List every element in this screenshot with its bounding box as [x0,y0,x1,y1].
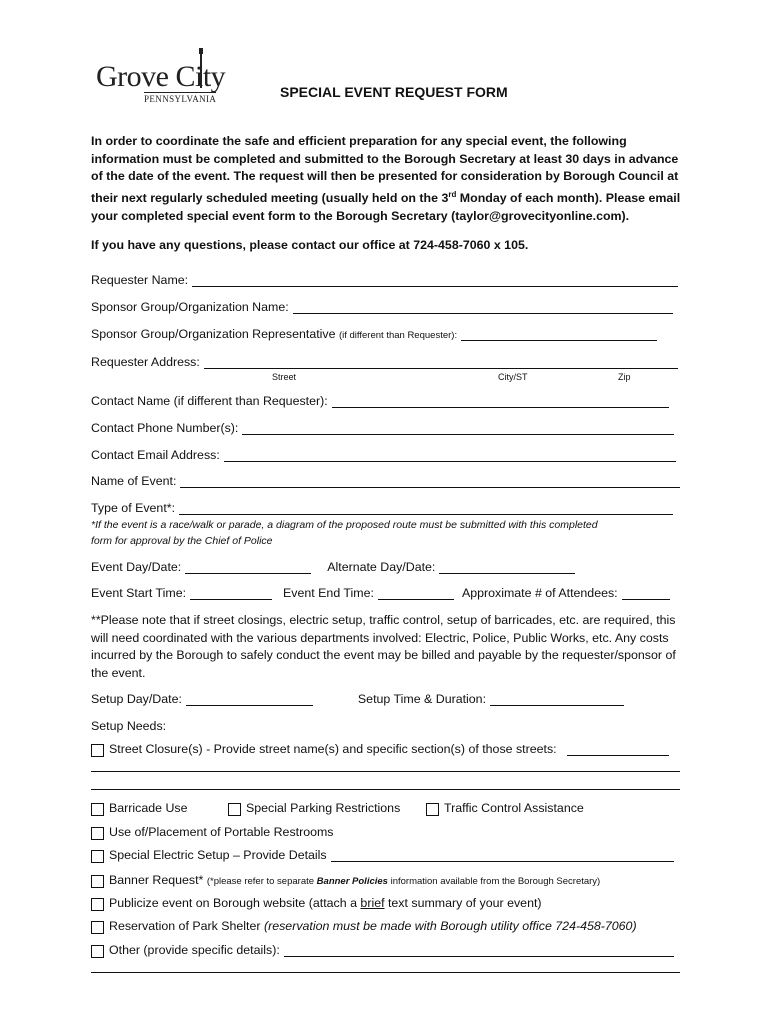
sponsor-rep-field[interactable] [461,328,657,341]
contact-question: If you have any questions, please contact our office at 724-458-7060 x 105. [91,238,529,252]
electric-label: Special Electric Setup – Provide Details [109,848,327,862]
setup-row [91,692,624,706]
requester-address-field[interactable] [204,356,678,369]
sponsor-rep-label: Sponsor Group/Organization Representative [91,327,336,341]
contact-email-row [91,448,676,462]
requester-name-field[interactable] [192,274,678,287]
sponsor-group-row [91,300,673,314]
restrooms-option [91,825,334,839]
alt-day-label: Alternate Day/Date: [327,560,436,574]
banner-label: Banner Request* [109,873,204,887]
traffic-label: Traffic Control Assistance [444,801,584,815]
contact-phone-field[interactable] [242,422,674,435]
shelter-option [91,919,637,933]
street-closure-field[interactable] [567,743,669,756]
setup-needs-heading: Setup Needs: [91,719,167,733]
electric-option [91,848,674,862]
requester-name-row [91,273,678,287]
other-field[interactable] [284,944,674,957]
sponsor-group-field[interactable] [293,301,673,314]
event-day-label: Event Day/Date: [91,560,182,574]
traffic-checkbox[interactable] [426,803,439,816]
publicize-checkbox[interactable] [91,898,104,911]
electric-field[interactable] [331,849,674,862]
form-title: SPECIAL EVENT REQUEST FORM [280,84,508,100]
logo-name: Grove City [96,60,226,93]
barricade-checkbox[interactable] [91,803,104,816]
requester-address-row [91,355,678,369]
event-time-row [91,586,670,600]
publicize-option [91,896,542,910]
barricade-row [91,801,584,815]
traffic-option [426,801,584,815]
contact-phone-row [91,421,674,435]
attendees-field[interactable] [622,587,670,600]
contact-email-label: Contact Email Address: [91,448,220,462]
street-closure-label: Street Closure(s) - Provide street name(s) and specific section(s) of those streets: [109,742,557,756]
start-time-field[interactable] [190,587,272,600]
barricade-label: Barricade Use [109,801,188,815]
barricade-option [91,801,228,815]
attendees-label: Approximate # of Attendees: [461,586,618,600]
contact-name-label: Contact Name (if different than Requester): [91,394,328,408]
requester-address-label: Requester Address: [91,355,200,369]
event-type-field[interactable] [179,502,673,515]
event-type-label: Type of Event*: [91,501,176,515]
contact-phone-label: Contact Phone Number(s): [91,421,239,435]
intro-paragraph: In order to coordinate the safe and efficient preparation for any special event, the following information must be completed and submitted to the Borough Secretary at least 30 days in advance of the date of the event. The request will then be presented for consideration by Borough Council at their next regularly scheduled meeting (usually held on the 3rd Monday of each month). Please email your completed special event form to the Borough Secretary (taylor@grovecityonline.com). [91,134,681,223]
contact-email-field[interactable] [224,449,676,462]
restrooms-label: Use of/Placement of Portable Restrooms [109,825,334,839]
street-closing-note: **Please note that if street closings, electric setup, traffic control, setup of barricades, etc. are required, this will need coordinated with the various departments involved: Electric, Police, Public Works, etc. Any costs incurred by the Borough to safely conduct the event may be billed and payable by the requester/sponsor of the event. [91,613,676,680]
other-label: Other (provide specific details): [109,943,280,957]
other-line-2[interactable] [91,972,680,973]
setup-time-label: Setup Time & Duration: [357,692,487,706]
event-type-row [91,501,673,515]
end-time-label: Event End Time: [283,586,374,600]
parking-option [228,801,426,815]
banner-checkbox[interactable] [91,875,104,888]
restrooms-checkbox[interactable] [91,827,104,840]
event-name-label: Name of Event: [91,474,177,488]
electric-checkbox[interactable] [91,850,104,863]
setup-time-field[interactable] [490,693,624,706]
alt-day-field[interactable] [439,561,575,574]
parking-checkbox[interactable] [228,803,241,816]
street-closure-line-3[interactable] [91,789,680,790]
address-street-caption: Street [272,372,297,382]
event-day-field[interactable] [185,561,311,574]
contact-name-row [91,394,669,408]
banner-option [91,873,600,887]
sponsor-rep-row [91,327,657,341]
end-time-field[interactable] [378,587,454,600]
other-checkbox[interactable] [91,945,104,958]
street-closure-checkbox[interactable] [91,744,104,757]
banner-note: (*please refer to separate Banner Policies information available from the Borough Secretary) [206,876,601,887]
other-option [91,943,674,957]
address-city-caption: City/ST [498,372,528,382]
logo-state: PENNSYLVANIA [144,94,217,104]
event-day-row [91,560,575,574]
event-type-note: *If the event is a race/walk or parade, a diagram of the proposed route must be submitted with this completed form for approval by the Chief of Police [91,519,598,547]
publicize-label: Publicize event on Borough website (attach a brief text summary of your event) [109,896,542,910]
event-name-field[interactable] [180,475,680,488]
street-closure-line-2[interactable] [91,771,680,772]
parking-label: Special Parking Restrictions [246,801,401,815]
setup-day-label: Setup Day/Date: [91,692,182,706]
sponsor-group-label: Sponsor Group/Organization Name: [91,300,289,314]
sponsor-rep-note: (if different than Requester): [338,330,458,341]
street-closure-option [91,742,669,756]
setup-day-field[interactable] [186,693,313,706]
grove-city-logo [94,48,226,106]
shelter-checkbox[interactable] [91,921,104,934]
start-time-label: Event Start Time: [91,586,187,600]
requester-name-label: Requester Name: [91,273,189,287]
address-zip-caption: Zip [618,372,631,382]
shelter-label: Reservation of Park Shelter [109,919,261,933]
shelter-note: (reservation must be made with Borough utility office 724-458-7060) [263,919,637,933]
event-name-row [91,474,680,488]
contact-name-field[interactable] [332,395,669,408]
